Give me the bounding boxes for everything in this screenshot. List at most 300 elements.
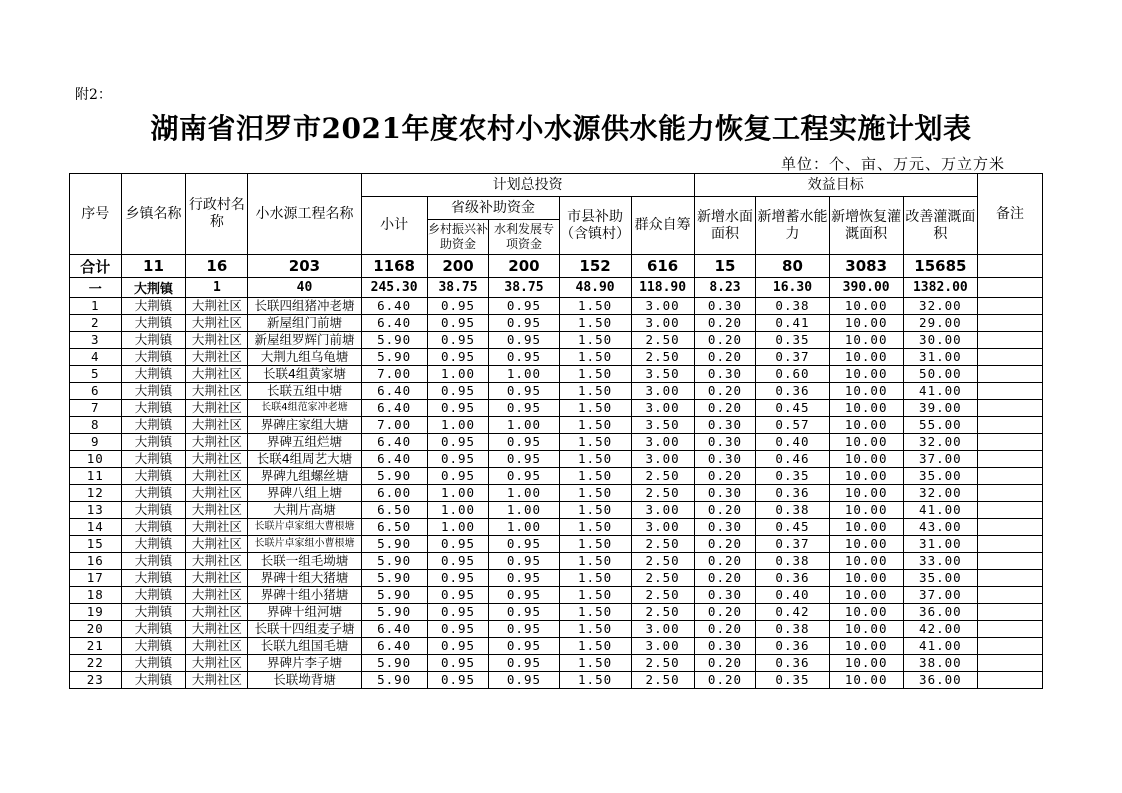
cell-remark (977, 468, 1042, 485)
cell-improve-irr: 36.00 (903, 604, 977, 621)
cell-seq: 14 (70, 519, 122, 536)
cell-improve-irr: 30.00 (903, 332, 977, 349)
cell-prov-rural: 0.95 (427, 434, 489, 451)
cell-project: 界碑十组大猪塘 (248, 570, 361, 587)
header-new-storage: 新增蓄水能力 (756, 197, 829, 255)
cell-town: 大荆镇 (121, 485, 186, 502)
cell-remark (977, 400, 1042, 417)
cell-city: 1.50 (559, 315, 631, 332)
cell-new-irr: 10.00 (829, 553, 903, 570)
cell-water-area: 0.20 (694, 655, 756, 672)
cell-public: 3.00 (631, 298, 694, 315)
cell-seq: 9 (70, 434, 122, 451)
cell-water-area: 0.30 (694, 638, 756, 655)
cell-public: 2.50 (631, 570, 694, 587)
cell-new-irr: 10.00 (829, 366, 903, 383)
cell-seq: 17 (70, 570, 122, 587)
table-row (70, 638, 1043, 655)
cell-remark (977, 604, 1042, 621)
header-improve-irrigation: 改善灌溉面积 (903, 197, 977, 255)
cell-subtotal: 6.40 (361, 434, 427, 451)
cell-prov-water: 0.95 (489, 349, 559, 366)
cell-prov-water: 1.00 (489, 519, 559, 536)
cell-project: 界碑十组河塘 (248, 604, 361, 621)
cell-subtotal: 5.90 (361, 604, 427, 621)
cell-prov-rural: 0.95 (427, 383, 489, 400)
cell-new-irr: 10.00 (829, 298, 903, 315)
cell-town: 大荆镇 (121, 400, 186, 417)
cell-prov-water: 1.00 (489, 502, 559, 519)
cell-seq: 6 (70, 383, 122, 400)
cell-subtotal: 6.40 (361, 621, 427, 638)
cell-remark (977, 383, 1042, 400)
cell-water-area: 0.20 (694, 332, 756, 349)
group-projects: 40 (248, 278, 361, 298)
table-row (70, 570, 1043, 587)
cell-village: 大荆社区 (186, 468, 248, 485)
unit-note: 单位：个、亩、万元、万立方米 (780, 155, 1005, 173)
cell-prov-rural: 1.00 (427, 502, 489, 519)
cell-storage: 0.45 (756, 519, 829, 536)
cell-remark (977, 570, 1042, 587)
header-project: 小水源工程名称 (248, 174, 361, 255)
cell-seq: 22 (70, 655, 122, 672)
cell-subtotal: 5.90 (361, 349, 427, 366)
header-prov-water: 水利发展专项资金 (489, 220, 559, 255)
cell-water-area: 0.20 (694, 604, 756, 621)
cell-new-irr: 10.00 (829, 604, 903, 621)
cell-prov-rural: 0.95 (427, 672, 489, 689)
cell-town: 大荆镇 (121, 417, 186, 434)
cell-project: 长联片卓家组小曹根塘 (248, 536, 361, 553)
cell-prov-water: 0.95 (489, 315, 559, 332)
cell-water-area: 0.30 (694, 519, 756, 536)
cell-town: 大荆镇 (121, 298, 186, 315)
cell-prov-rural: 0.95 (427, 570, 489, 587)
cell-seq: 20 (70, 621, 122, 638)
cell-public: 3.00 (631, 400, 694, 417)
cell-town: 大荆镇 (121, 332, 186, 349)
cell-prov-rural: 1.00 (427, 417, 489, 434)
cell-village: 大荆社区 (186, 502, 248, 519)
cell-village: 大荆社区 (186, 519, 248, 536)
cell-prov-rural: 0.95 (427, 332, 489, 349)
cell-project: 长联4组范家冲老塘 (248, 400, 361, 417)
cell-town: 大荆镇 (121, 434, 186, 451)
cell-city: 1.50 (559, 502, 631, 519)
group-water-area: 8.23 (694, 278, 756, 298)
header-subtotal: 小计 (361, 197, 427, 255)
cell-remark (977, 451, 1042, 468)
cell-seq: 13 (70, 502, 122, 519)
cell-remark (977, 349, 1042, 366)
cell-prov-rural: 0.95 (427, 553, 489, 570)
cell-public: 2.50 (631, 672, 694, 689)
cell-storage: 0.60 (756, 366, 829, 383)
table-row (70, 553, 1043, 570)
cell-subtotal: 5.90 (361, 655, 427, 672)
cell-improve-irr: 31.00 (903, 349, 977, 366)
group-prov-rural: 38.75 (427, 278, 489, 298)
cell-village: 大荆社区 (186, 332, 248, 349)
cell-subtotal: 5.90 (361, 332, 427, 349)
group-subtotal: 245.30 (361, 278, 427, 298)
cell-seq: 19 (70, 604, 122, 621)
cell-project: 大荆片高塘 (248, 502, 361, 519)
total-remark (977, 255, 1042, 278)
cell-remark (977, 502, 1042, 519)
cell-remark (977, 332, 1042, 349)
cell-new-irr: 10.00 (829, 332, 903, 349)
cell-prov-rural: 0.95 (427, 400, 489, 417)
header-village: 行政村名称 (186, 174, 248, 255)
cell-improve-irr: 29.00 (903, 315, 977, 332)
cell-improve-irr: 39.00 (903, 400, 977, 417)
cell-city: 1.50 (559, 468, 631, 485)
cell-public: 2.50 (631, 349, 694, 366)
cell-water-area: 0.20 (694, 536, 756, 553)
cell-seq: 12 (70, 485, 122, 502)
cell-town: 大荆镇 (121, 570, 186, 587)
cell-storage: 0.40 (756, 434, 829, 451)
total-villages: 16 (186, 255, 248, 278)
cell-water-area: 0.20 (694, 570, 756, 587)
cell-city: 1.50 (559, 638, 631, 655)
cell-project: 长联4组黄家塘 (248, 366, 361, 383)
cell-village: 大荆社区 (186, 621, 248, 638)
cell-improve-irr: 35.00 (903, 570, 977, 587)
cell-village: 大荆社区 (186, 366, 248, 383)
table-row (70, 434, 1043, 451)
table-row (70, 604, 1043, 621)
cell-storage: 0.38 (756, 502, 829, 519)
cell-city: 1.50 (559, 417, 631, 434)
cell-project: 界碑九组螺丝塘 (248, 468, 361, 485)
cell-city: 1.50 (559, 587, 631, 604)
cell-new-irr: 10.00 (829, 587, 903, 604)
cell-water-area: 0.30 (694, 485, 756, 502)
cell-prov-water: 0.95 (489, 451, 559, 468)
cell-village: 大荆社区 (186, 434, 248, 451)
cell-new-irr: 10.00 (829, 502, 903, 519)
cell-project: 长联一组毛坳塘 (248, 553, 361, 570)
cell-city: 1.50 (559, 400, 631, 417)
table-row (70, 315, 1043, 332)
cell-remark (977, 485, 1042, 502)
cell-prov-water: 0.95 (489, 383, 559, 400)
cell-project: 界碑五组烂塘 (248, 434, 361, 451)
cell-prov-rural: 0.95 (427, 604, 489, 621)
cell-public: 3.00 (631, 383, 694, 400)
cell-public: 2.50 (631, 332, 694, 349)
cell-seq: 10 (70, 451, 122, 468)
table-row (70, 366, 1043, 383)
cell-seq: 18 (70, 587, 122, 604)
cell-water-area: 0.20 (694, 468, 756, 485)
cell-village: 大荆社区 (186, 315, 248, 332)
cell-subtotal: 5.90 (361, 468, 427, 485)
cell-public: 3.00 (631, 519, 694, 536)
cell-prov-rural: 0.95 (427, 536, 489, 553)
cell-village: 大荆社区 (186, 349, 248, 366)
cell-project: 大荆九组乌龟塘 (248, 349, 361, 366)
cell-remark (977, 536, 1042, 553)
cell-subtotal: 6.50 (361, 502, 427, 519)
cell-improve-irr: 42.00 (903, 621, 977, 638)
cell-water-area: 0.20 (694, 672, 756, 689)
cell-new-irr: 10.00 (829, 383, 903, 400)
cell-village: 大荆社区 (186, 400, 248, 417)
cell-storage: 0.37 (756, 349, 829, 366)
total-water-area: 15 (694, 255, 756, 278)
cell-water-area: 0.30 (694, 451, 756, 468)
header-town: 乡镇名称 (121, 174, 186, 255)
cell-city: 1.50 (559, 451, 631, 468)
group-public: 118.90 (631, 278, 694, 298)
cell-seq: 21 (70, 638, 122, 655)
cell-town: 大荆镇 (121, 349, 186, 366)
cell-storage: 0.36 (756, 383, 829, 400)
cell-storage: 0.35 (756, 672, 829, 689)
cell-remark (977, 315, 1042, 332)
cell-seq: 5 (70, 366, 122, 383)
group-prov-water: 38.75 (489, 278, 559, 298)
table-row (70, 417, 1043, 434)
table-row (70, 298, 1043, 315)
cell-city: 1.50 (559, 366, 631, 383)
cell-subtotal: 6.40 (361, 451, 427, 468)
total-towns: 11 (121, 255, 186, 278)
cell-city: 1.50 (559, 655, 631, 672)
cell-project: 界碑十组小猪塘 (248, 587, 361, 604)
cell-remark (977, 587, 1042, 604)
cell-remark (977, 417, 1042, 434)
cell-village: 大荆社区 (186, 451, 248, 468)
cell-town: 大荆镇 (121, 383, 186, 400)
cell-remark (977, 434, 1042, 451)
group-label: 一 (70, 278, 122, 298)
cell-storage: 0.35 (756, 332, 829, 349)
cell-prov-rural: 1.00 (427, 519, 489, 536)
cell-remark (977, 553, 1042, 570)
cell-subtotal: 6.40 (361, 638, 427, 655)
cell-seq: 7 (70, 400, 122, 417)
header-public: 群众自筹 (631, 197, 694, 255)
cell-water-area: 0.20 (694, 400, 756, 417)
cell-seq: 3 (70, 332, 122, 349)
cell-storage: 0.38 (756, 621, 829, 638)
cell-new-irr: 10.00 (829, 451, 903, 468)
cell-city: 1.50 (559, 604, 631, 621)
cell-storage: 0.36 (756, 570, 829, 587)
cell-prov-water: 0.95 (489, 400, 559, 417)
cell-storage: 0.36 (756, 638, 829, 655)
cell-improve-irr: 33.00 (903, 553, 977, 570)
cell-village: 大荆社区 (186, 383, 248, 400)
cell-prov-rural: 0.95 (427, 298, 489, 315)
cell-storage: 0.36 (756, 655, 829, 672)
cell-remark (977, 655, 1042, 672)
table-row (70, 400, 1043, 417)
cell-town: 大荆镇 (121, 604, 186, 621)
cell-town: 大荆镇 (121, 638, 186, 655)
cell-town: 大荆镇 (121, 553, 186, 570)
cell-city: 1.50 (559, 553, 631, 570)
cell-prov-water: 0.95 (489, 536, 559, 553)
cell-town: 大荆镇 (121, 536, 186, 553)
table-row (70, 502, 1043, 519)
cell-storage: 0.40 (756, 587, 829, 604)
total-row (70, 255, 1043, 278)
cell-village: 大荆社区 (186, 298, 248, 315)
cell-improve-irr: 43.00 (903, 519, 977, 536)
cell-prov-rural: 1.00 (427, 366, 489, 383)
cell-storage: 0.35 (756, 468, 829, 485)
cell-remark (977, 672, 1042, 689)
cell-subtotal: 7.00 (361, 366, 427, 383)
total-subtotal: 1168 (361, 255, 427, 278)
table-row (70, 451, 1043, 468)
table-row (70, 536, 1043, 553)
cell-improve-irr: 55.00 (903, 417, 977, 434)
cell-prov-water: 0.95 (489, 434, 559, 451)
cell-city: 1.50 (559, 519, 631, 536)
cell-town: 大荆镇 (121, 655, 186, 672)
cell-water-area: 0.30 (694, 366, 756, 383)
group-improve-irr: 1382.00 (903, 278, 977, 298)
cell-prov-rural: 1.00 (427, 485, 489, 502)
cell-town: 大荆镇 (121, 315, 186, 332)
cell-project: 长联五组中塘 (248, 383, 361, 400)
group-villages: 1 (186, 278, 248, 298)
cell-town: 大荆镇 (121, 468, 186, 485)
cell-subtotal: 6.50 (361, 519, 427, 536)
cell-prov-water: 1.00 (489, 485, 559, 502)
cell-prov-water: 0.95 (489, 672, 559, 689)
cell-city: 1.50 (559, 621, 631, 638)
cell-city: 1.50 (559, 332, 631, 349)
cell-improve-irr: 38.00 (903, 655, 977, 672)
cell-public: 2.50 (631, 655, 694, 672)
cell-subtotal: 6.40 (361, 298, 427, 315)
cell-new-irr: 10.00 (829, 570, 903, 587)
cell-water-area: 0.30 (694, 587, 756, 604)
cell-project: 长联4组周艺大塘 (248, 451, 361, 468)
cell-improve-irr: 41.00 (903, 638, 977, 655)
cell-public: 2.50 (631, 468, 694, 485)
cell-new-irr: 10.00 (829, 417, 903, 434)
cell-water-area: 0.20 (694, 621, 756, 638)
cell-town: 大荆镇 (121, 621, 186, 638)
cell-town: 大荆镇 (121, 451, 186, 468)
table-row (70, 383, 1043, 400)
total-storage: 80 (756, 255, 829, 278)
group-row (70, 278, 1043, 298)
cell-storage: 0.42 (756, 604, 829, 621)
cell-subtotal: 5.90 (361, 587, 427, 604)
cell-prov-rural: 0.95 (427, 638, 489, 655)
header-new-water-area: 新增水面面积 (694, 197, 756, 255)
cell-new-irr: 10.00 (829, 349, 903, 366)
cell-public: 2.50 (631, 587, 694, 604)
cell-prov-water: 0.95 (489, 604, 559, 621)
cell-improve-irr: 31.00 (903, 536, 977, 553)
data-rows (70, 298, 1043, 689)
cell-subtotal: 6.40 (361, 315, 427, 332)
cell-new-irr: 10.00 (829, 485, 903, 502)
cell-prov-water: 0.95 (489, 655, 559, 672)
cell-village: 大荆社区 (186, 672, 248, 689)
attachment-label: 附2： (75, 87, 112, 103)
cell-village: 大荆社区 (186, 553, 248, 570)
cell-subtotal: 6.40 (361, 400, 427, 417)
cell-remark (977, 638, 1042, 655)
cell-prov-water: 0.95 (489, 468, 559, 485)
cell-seq: 2 (70, 315, 122, 332)
cell-new-irr: 10.00 (829, 434, 903, 451)
cell-project: 长联四组猪冲老塘 (248, 298, 361, 315)
cell-project: 长联坳背塘 (248, 672, 361, 689)
cell-town: 大荆镇 (121, 519, 186, 536)
cell-project: 长联十四组麦子塘 (248, 621, 361, 638)
header-benefit-group: 效益目标 (694, 174, 977, 197)
cell-new-irr: 10.00 (829, 400, 903, 417)
cell-city: 1.50 (559, 298, 631, 315)
cell-seq: 23 (70, 672, 122, 689)
cell-prov-rural: 0.95 (427, 587, 489, 604)
cell-city: 1.50 (559, 434, 631, 451)
group-city: 48.90 (559, 278, 631, 298)
cell-seq: 8 (70, 417, 122, 434)
cell-project: 界碑片李子塘 (248, 655, 361, 672)
header-invest-group: 计划总投资 (361, 174, 694, 197)
cell-seq: 1 (70, 298, 122, 315)
cell-project: 界碑八组上塘 (248, 485, 361, 502)
cell-public: 3.00 (631, 621, 694, 638)
cell-prov-water: 0.95 (489, 332, 559, 349)
cell-improve-irr: 41.00 (903, 502, 977, 519)
cell-improve-irr: 41.00 (903, 383, 977, 400)
header-new-irrigation: 新增恢复灌溉面积 (829, 197, 903, 255)
total-city: 152 (559, 255, 631, 278)
cell-new-irr: 10.00 (829, 672, 903, 689)
cell-prov-water: 0.95 (489, 621, 559, 638)
cell-remark (977, 366, 1042, 383)
cell-improve-irr: 37.00 (903, 451, 977, 468)
group-storage: 16.30 (756, 278, 829, 298)
cell-prov-rural: 0.95 (427, 451, 489, 468)
table-row (70, 672, 1043, 689)
header-prov-rural: 乡村振兴补助资金 (427, 220, 489, 255)
page-title: 湖南省汨罗市2021年度农村小水源供水能力恢复工程实施计划表 (150, 112, 972, 145)
cell-improve-irr: 36.00 (903, 672, 977, 689)
cell-city: 1.50 (559, 383, 631, 400)
cell-storage: 0.46 (756, 451, 829, 468)
cell-prov-rural: 0.95 (427, 315, 489, 332)
cell-village: 大荆社区 (186, 485, 248, 502)
cell-storage: 0.38 (756, 553, 829, 570)
cell-village: 大荆社区 (186, 587, 248, 604)
cell-city: 1.50 (559, 485, 631, 502)
total-projects: 203 (248, 255, 361, 278)
total-public: 616 (631, 255, 694, 278)
cell-city: 1.50 (559, 536, 631, 553)
cell-storage: 0.45 (756, 400, 829, 417)
header-city-county: 市县补助（含镇村） (559, 197, 631, 255)
cell-public: 3.50 (631, 417, 694, 434)
cell-subtotal: 5.90 (361, 536, 427, 553)
cell-new-irr: 10.00 (829, 655, 903, 672)
